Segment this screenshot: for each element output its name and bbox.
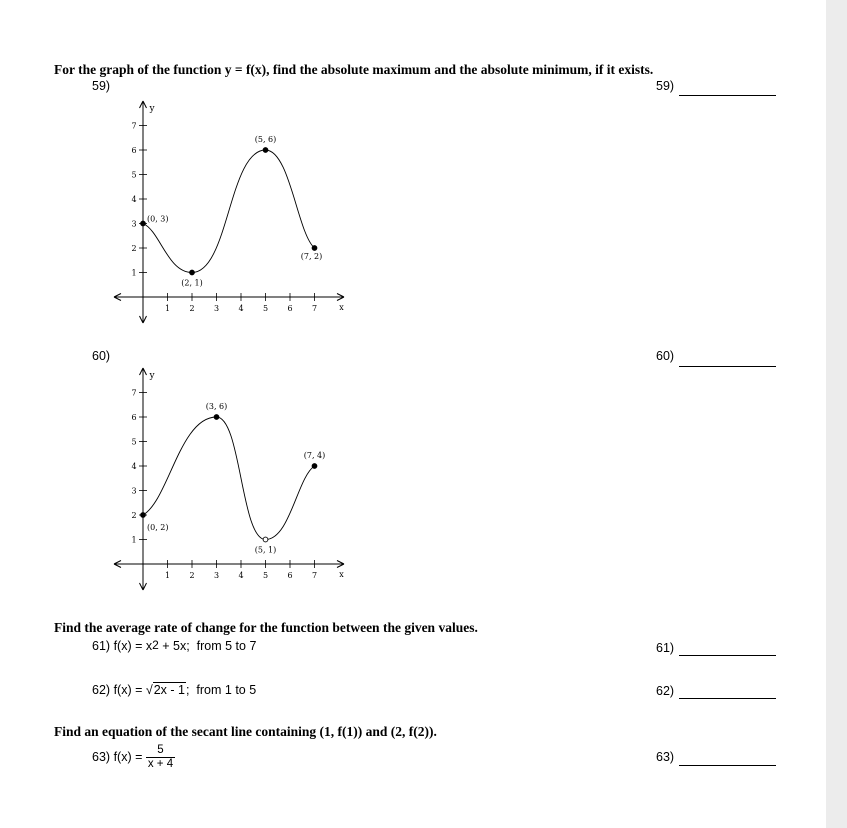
- data-point: [214, 415, 219, 420]
- y-tick-label: 6: [131, 413, 137, 422]
- x-tick-label: 7: [311, 304, 318, 313]
- data-point: [141, 221, 146, 226]
- fraction-numerator: 5: [146, 744, 175, 758]
- answer-label-63: 63): [656, 750, 675, 764]
- y-tick-label: 2: [131, 511, 137, 520]
- x-axis-label: x: [339, 570, 344, 579]
- x-tick-label: 3: [213, 304, 220, 313]
- problem-62: [92, 683, 256, 697]
- graph-problem-60: [108, 362, 358, 597]
- answer-blank-62[interactable]: [679, 698, 776, 699]
- data-point: [312, 464, 317, 469]
- y-tick-label: 6: [131, 146, 137, 155]
- y-axis-label: y: [149, 371, 155, 381]
- problem-61-prefix: f(x) =: [113, 639, 146, 653]
- data-point: [141, 513, 146, 518]
- y-tick-label: 1: [131, 535, 137, 545]
- answer-blank-60[interactable]: [679, 366, 776, 367]
- x-tick-label: 2: [189, 304, 195, 313]
- y-tick-label: 4: [131, 462, 137, 471]
- problem-61-term: x: [145, 639, 153, 653]
- instruction-secant-line: Find an equation of the secant line containing (1, f(1)) and (2, f(2)).: [54, 724, 437, 739]
- problem-62-prefix: f(x) =: [113, 683, 146, 697]
- answer-blank-59[interactable]: [679, 95, 776, 96]
- x-tick-label: 1: [164, 304, 171, 313]
- answer-blank-61[interactable]: [679, 655, 776, 656]
- problem-62-rest: ; from 1 to 5: [186, 683, 257, 697]
- answer-blank-63[interactable]: [679, 765, 776, 766]
- problem-63-prefix: f(x) =: [113, 749, 146, 764]
- answer-label-59: 59): [656, 79, 675, 93]
- problem-61-exponent: 2: [152, 638, 159, 652]
- point-label: (2, 1): [181, 278, 203, 288]
- x-tick-label: 4: [238, 304, 244, 313]
- data-point: [263, 537, 268, 542]
- y-axis-label: y: [149, 104, 155, 114]
- graph-problem-59: [108, 95, 358, 330]
- y-tick-label: 3: [131, 486, 137, 496]
- data-point: [190, 270, 195, 275]
- data-point: [263, 148, 268, 153]
- x-tick-label: 1: [164, 571, 171, 580]
- x-tick-label: 6: [287, 304, 293, 313]
- y-tick-label: 7: [131, 388, 137, 398]
- answer-label-60: 60): [656, 349, 675, 363]
- problem-62-radicand: 2x - 1: [153, 683, 185, 697]
- x-tick-label: 2: [189, 571, 195, 580]
- data-point: [312, 246, 317, 251]
- problem-62-radical: [146, 683, 186, 697]
- point-label: (0, 3): [147, 214, 169, 224]
- x-tick-label: 4: [238, 571, 244, 580]
- function-curve: [143, 150, 315, 273]
- answer-label-62: 62): [656, 684, 675, 698]
- problem-60-number: 60): [92, 349, 111, 363]
- problem-63-number: 63): [92, 749, 111, 764]
- problem-63-fraction: [146, 744, 175, 771]
- function-curve: [143, 417, 315, 540]
- x-tick-label: 7: [311, 571, 318, 580]
- y-tick-label: 5: [131, 170, 137, 180]
- x-axis-label: x: [339, 303, 344, 312]
- problem-61-rest: + 5x; from 5 to 7: [158, 639, 257, 653]
- problem-59-number: 59): [92, 79, 111, 93]
- y-tick-label: 4: [131, 195, 137, 204]
- point-label: (0, 2): [147, 523, 169, 532]
- point-label: (5, 1): [254, 545, 277, 555]
- instruction-average-rate: Find the average rate of change for the function between the given values.: [54, 620, 478, 635]
- y-tick-label: 2: [131, 244, 137, 253]
- x-tick-label: 5: [262, 304, 269, 313]
- answer-label-61: 61): [656, 641, 675, 655]
- y-tick-label: 3: [131, 219, 137, 229]
- radical-sign: √: [145, 683, 153, 697]
- x-tick-label: 6: [287, 571, 293, 580]
- fraction-denominator: x + 4: [147, 758, 174, 770]
- y-tick-label: 5: [131, 437, 137, 447]
- point-label: (7, 2): [300, 252, 323, 261]
- problem-62-number: 62): [92, 683, 111, 697]
- y-tick-label: 7: [131, 121, 137, 131]
- x-tick-label: 5: [262, 571, 269, 580]
- problem-63: [92, 744, 175, 771]
- instruction-absolute-extrema: For the graph of the function y = f(x), find the absolute maximum and the absolute minimum, if it exists.: [54, 62, 654, 77]
- point-label: (3, 6): [205, 402, 228, 411]
- point-label: (7, 4): [303, 451, 326, 460]
- x-tick-label: 3: [213, 571, 220, 580]
- problem-61-number: 61): [92, 639, 111, 653]
- y-tick-label: 1: [131, 268, 137, 278]
- point-label: (5, 6): [254, 135, 277, 144]
- problem-61: [92, 639, 256, 653]
